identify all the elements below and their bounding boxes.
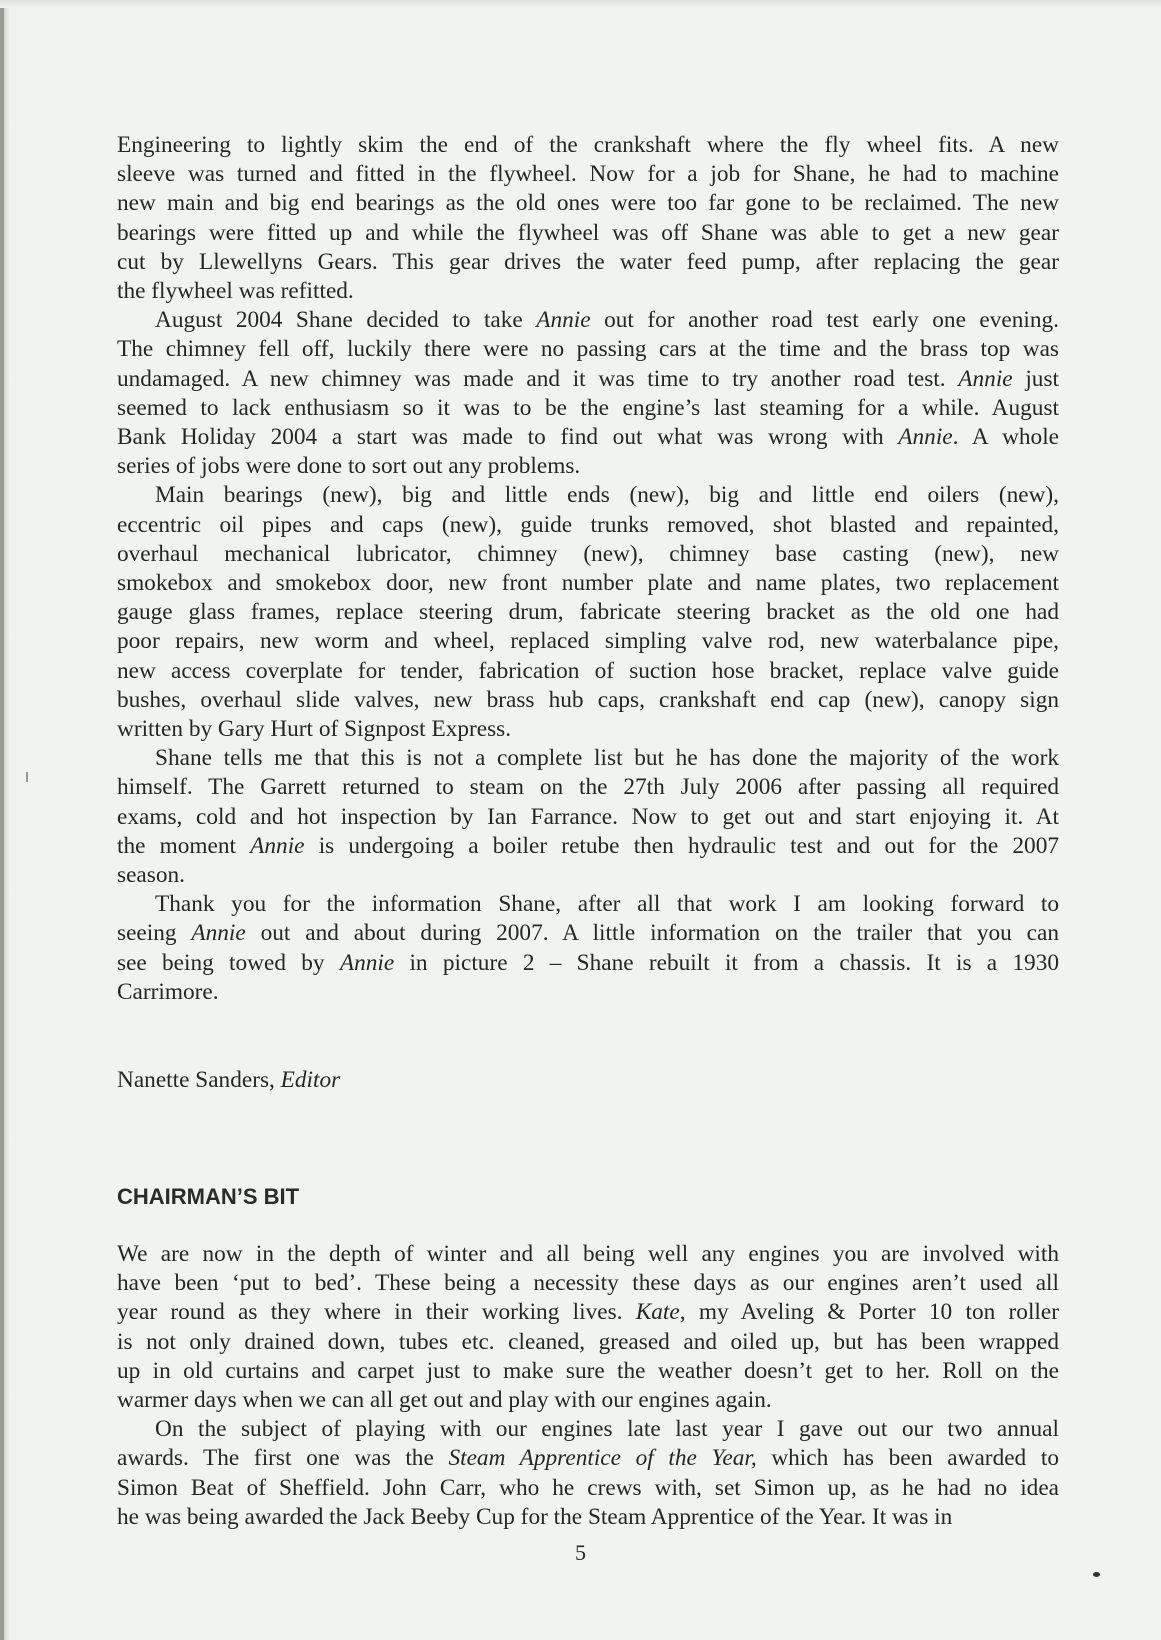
editor-signature [117,1066,340,1095]
article-body [117,131,1059,1007]
line-text: . A whole [952,424,1060,451]
paragraph-thank-you [117,890,1059,1007]
text-line [117,394,1059,423]
text-line [117,1328,1059,1357]
paragraph-return-to-steam [117,744,1059,890]
chairman-body [117,1240,1059,1532]
text-line [117,803,1059,832]
line-text: in picture 2 – Shane rebuilt it from a chassis. It is a 1930 [394,949,1059,976]
line-text: seeing [117,920,192,947]
line-text: We are now in the depth of winter and all being well any engines you are involved with [117,1241,1059,1267]
line-text: himself. The Garrett returned to steam on the 27th July 2006 after passing all required [117,774,1059,801]
line-text: warmer days when we can all get out and play with our engines again. [117,1387,772,1414]
line-text: he was being awarded the Jack Beeby Cup for the Steam Apprentice of the Year. It was in [117,1503,953,1530]
text-line [117,1298,1059,1327]
text-line [117,861,1059,890]
line-text: seemed to lack enthusiasm so it was to be the engine’s last steaming for a while. August [117,394,1059,421]
text-line [117,773,1059,802]
line-text: see being towed by [117,949,340,976]
text-line: new main and big end bearings as the old ones were too far gone to be reclaimed. The new [117,190,1059,217]
text-line [117,1474,1059,1503]
line-text: is undergoing a boiler retube then hydraulic test and out for the 2007 [304,832,1059,859]
section-heading-chairmans-bit: CHAIRMAN’S BIT [117,1184,300,1209]
text-line [117,1240,1059,1269]
text-line: gauge glass frames, replace steering drum, fabricate steering bracket as the old one had [117,599,1059,626]
italic-text: Steam Apprentice of the Year, [448,1445,757,1472]
scan-speck [1093,1572,1100,1577]
text-line [117,1357,1059,1386]
text-line [117,365,1059,394]
editor-role: Editor [280,1067,341,1093]
text-line: poor repairs, new worm and wheel, replaced simpling valve rod, new waterbalance pipe, [117,628,1059,655]
text-line [117,1415,1059,1444]
line-text: series of jobs were done to sort out any problems. [117,453,581,480]
italic-text: Kate [635,1299,680,1326]
paragraph-awards [117,1415,1059,1532]
text-line: eccentric oil pipes and caps (new), guide trunks removed, shot blasted and repainted, [117,511,1059,538]
page-binding-shadow [4,0,10,1640]
line-text: out for another road test early one evening. [590,307,1059,334]
text-line [117,1269,1059,1298]
text-line: Main bearings (new), big and little ends (new), big and little end oilers (new), [155,482,1059,509]
text-line [117,1444,1059,1473]
text-line: written by Gary Hurt of Signpost Express. [117,716,512,743]
text-line [117,890,1059,919]
text-line: Engineering to lightly skim the end of the crankshaft where the fly wheel fits. A new [117,132,1059,158]
line-text: , my Aveling & Porter 10 ton roller [679,1299,1059,1326]
text-line [117,949,1059,978]
text-line [117,306,1059,335]
text-line [117,919,1059,948]
text-line: sleeve was turned and fitted in the flywheel. Now for a job for Shane, he had to machine [117,161,1059,188]
text-line: bearings were fitted up and while the flywheel was off Shane was able to get a new gear [117,219,1059,246]
line-text: Carrimore. [117,978,219,1005]
text-line [117,335,1059,364]
line-text: is not only drained down, tubes etc. cleaned, greased and oiled up, but has been wrapped [117,1328,1059,1355]
text-line [117,978,1059,1007]
text-line [117,452,1059,481]
italic-text: Annie [898,424,953,451]
text-line: the flywheel was refitted. [117,278,354,305]
text-line: new access coverplate for tender, fabrication of suction hose bracket, replace valve guide [117,657,1059,684]
paragraph-winter [117,1240,1059,1415]
italic-text: Annie [339,949,395,976]
line-text: On the subject of playing with our engines late last year I gave out our two annual [155,1416,1059,1443]
italic-text: Annie [191,920,246,947]
line-text: Bank Holiday 2004 a start was made to find out what was wrong with [117,424,899,451]
line-text: season. [117,862,185,889]
line-text: year round as they where in their working lives. [117,1299,636,1326]
line-text: The chimney fell off, luckily there were no passing cars at the time and the brass top was [117,336,1059,363]
text-line: smokebox and smokebox door, new front number plate and name plates, two replacement [117,570,1059,597]
italic-text: Annie [250,832,305,859]
text-line [117,832,1059,861]
line-text: which has been awarded to [756,1445,1059,1472]
page-number: 5 [575,1540,586,1565]
paragraph-crankshaft [117,131,1059,306]
line-text: have been ‘put to bed’. These being a necessity these days as our engines aren’t used all [117,1270,1059,1297]
line-text: Shane tells me that this is not a complete list but he has done the majority of the work [155,745,1059,772]
text-line [117,423,1059,452]
line-text: awards. The first one was the [117,1445,449,1472]
line-text: undamaged. A new chimney was made and it was time to try another road test. [117,365,959,392]
text-line [117,1386,1059,1415]
page-top-shadow [0,0,1161,8]
scan-mark [26,772,28,782]
line-text: exams, cold and hot inspection by Ian Farrance. Now to get out and start enjoying it. At [117,803,1059,830]
line-text: the moment [117,832,251,859]
line-text: up in old curtains and carpet just to make sure the weather doesn’t get to her. Roll on the [117,1357,1059,1384]
text-line: overhaul mechanical lubricator, chimney (new), chimney base casting (new), new [117,540,1059,567]
line-text: out and about during 2007. A little information on the trailer that you can [245,920,1059,947]
text-line [117,744,1059,773]
text-line: cut by Llewellyns Gears. This gear drives the water feed pump, after replacing the gear [117,248,1059,275]
text-line: bushes, overhaul slide valves, new brass hub caps, crankshaft end cap (new), canopy sign [117,686,1059,713]
italic-text: Annie [536,307,591,334]
text-line [117,1503,1059,1532]
line-text: just [1012,365,1059,392]
paragraph-jobs-list [117,481,1059,744]
line-text: Simon Beat of Sheffield. John Carr, who he crews with, set Simon up, as he had no idea [117,1474,1059,1501]
italic-text: Annie [958,365,1013,392]
line-text: August 2004 Shane decided to take [155,307,537,334]
line-text: Thank you for the information Shane, after all that work I am looking forward to [155,891,1059,918]
paragraph-road-test [117,306,1059,481]
editor-name: Nanette Sanders, [117,1067,281,1093]
